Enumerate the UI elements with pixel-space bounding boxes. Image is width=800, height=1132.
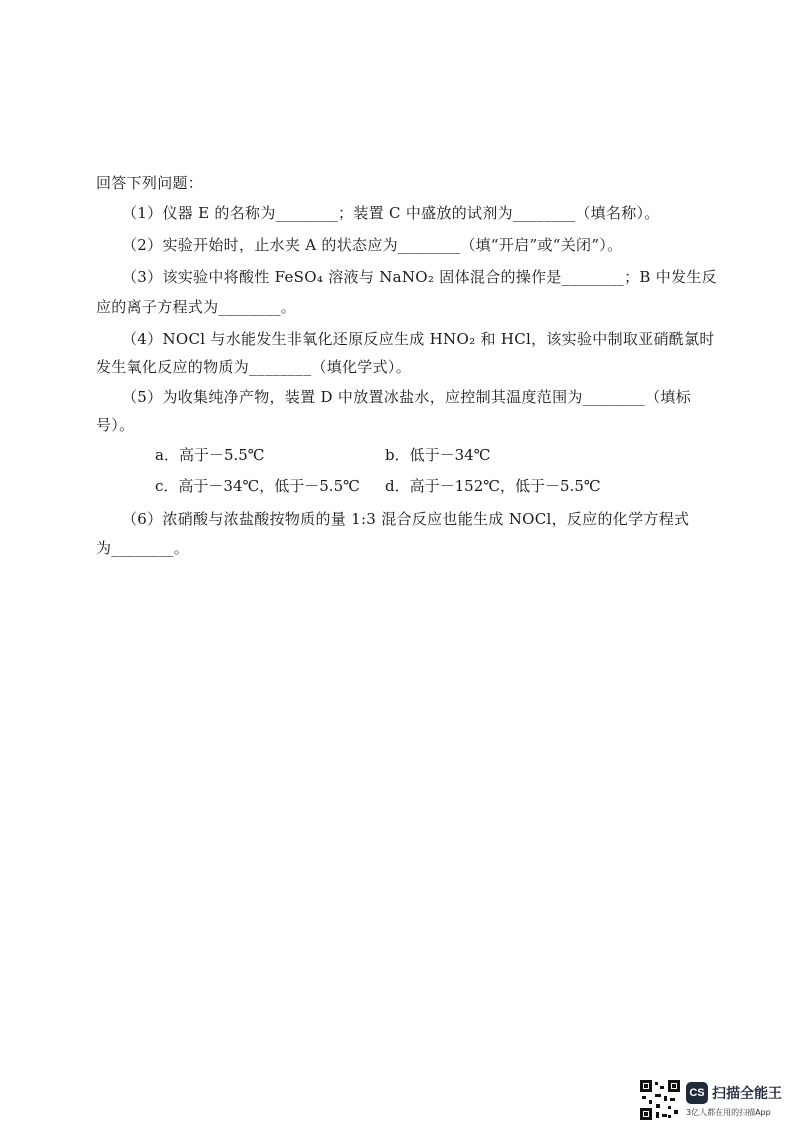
option-d: d．高于－152℃，低于－5.5℃ — [385, 477, 601, 495]
question-2: （2）实验开始时，止水夹 A 的状态应为________（填“开启”或“关闭”）。 — [122, 236, 623, 254]
question-5-line-2: 号）。 — [96, 416, 135, 434]
option-c: c．高于－34℃，低于－5.5℃ — [155, 477, 360, 495]
question-6-line-2: 为________。 — [96, 539, 190, 557]
scanner-watermark — [640, 1080, 782, 1120]
option-b: b．低于－34℃ — [385, 446, 491, 464]
question-3-line-1: （3）该实验中将酸性 FeSO₄ 溶液与 NaNO₂ 固体混合的操作是________；B 中发生反 — [122, 268, 717, 286]
qr-code-icon — [640, 1080, 680, 1120]
question-6-line-1: （6）浓硝酸与浓盐酸按物质的量 1:3 混合反应也能生成 NOCl，反应的化学方程式 — [122, 510, 690, 528]
brand-name: 扫描全能王 — [712, 1086, 782, 1102]
cs-logo-icon: CS — [686, 1082, 708, 1104]
question-1: （1）仪器 E 的名称为________；装置 C 中盛放的试剂为________（填名称）。 — [122, 204, 660, 222]
question-3-line-2: 应的离子方程式为________。 — [96, 298, 297, 316]
brand-tagline: 3亿人都在用的扫描App — [686, 1108, 771, 1117]
question-4-line-2: 发生氧化反应的物质为________（填化学式）。 — [96, 358, 412, 376]
intro-text: 回答下列问题： — [96, 174, 204, 192]
question-4-line-1: （4）NOCl 与水能发生非氧化还原反应生成 HNO₂ 和 HCl，该实验中制取亚硝酰氯时 — [122, 330, 715, 348]
question-5-line-1: （5）为收集纯净产物，装置 D 中放置冰盐水，应控制其温度范围为________（填标 — [122, 388, 692, 406]
option-a: a．高于－5.5℃ — [155, 446, 265, 464]
